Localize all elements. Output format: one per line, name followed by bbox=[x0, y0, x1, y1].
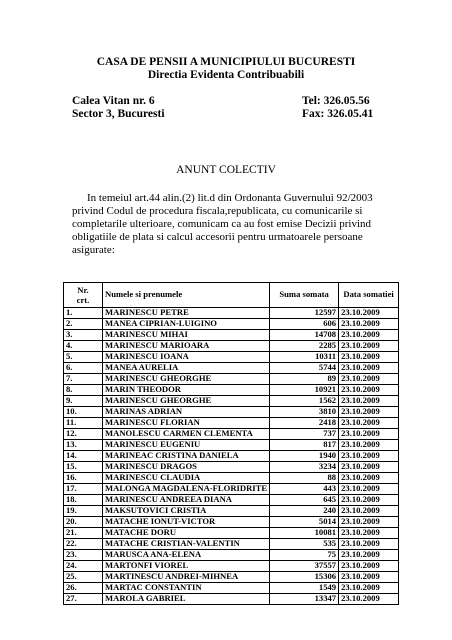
row-name: MANOLESCU CARMEN CLEMENTA bbox=[103, 429, 270, 440]
row-number: 13. bbox=[64, 440, 103, 451]
row-name: MARINEAC CRISTINA DANIELA bbox=[103, 451, 270, 462]
address-line-1: Calea Vitan nr. 6 bbox=[72, 95, 155, 107]
row-name: MARINESCU CLAUDIA bbox=[103, 473, 270, 484]
row-name: MARINAS ADRIAN bbox=[103, 407, 270, 418]
row-date: 23.10.2009 bbox=[339, 572, 399, 583]
table-header-row bbox=[64, 283, 399, 308]
row-name: MARINESCU FLORIAN bbox=[103, 418, 270, 429]
row-date: 23.10.2009 bbox=[339, 352, 399, 363]
header-date: Data somatiei bbox=[339, 283, 399, 308]
row-number: 25. bbox=[64, 572, 103, 583]
row-name: MARUSCA ANA-ELENA bbox=[103, 550, 270, 561]
row-name: MATACHE CRISTIAN-VALENTIN bbox=[103, 539, 270, 550]
row-number: 6. bbox=[64, 363, 103, 374]
row-date: 23.10.2009 bbox=[339, 440, 399, 451]
row-sum: 1562 bbox=[270, 396, 339, 407]
row-name: MAROLA GABRIEL bbox=[103, 594, 270, 605]
row-number: 20. bbox=[64, 517, 103, 528]
row-name: MALONGA MAGDALENA-FLORIDRITE bbox=[103, 484, 270, 495]
row-date: 23.10.2009 bbox=[339, 583, 399, 594]
row-number: 4. bbox=[64, 341, 103, 352]
row-date: 23.10.2009 bbox=[339, 429, 399, 440]
row-number: 19. bbox=[64, 506, 103, 517]
row-number: 2. bbox=[64, 319, 103, 330]
paragraph-line: completarile ulterioare, comunicam ca au fost emise Decizii privind bbox=[72, 218, 372, 230]
header-name: Numele si prenumele bbox=[103, 283, 270, 308]
row-sum: 14708 bbox=[270, 330, 339, 341]
table-row bbox=[64, 561, 399, 572]
table-row bbox=[64, 517, 399, 528]
row-date: 23.10.2009 bbox=[339, 539, 399, 550]
legal-paragraph bbox=[72, 192, 402, 257]
table-row bbox=[64, 594, 399, 605]
row-name: MATACHE IONUT-VICTOR bbox=[103, 517, 270, 528]
row-sum: 12597 bbox=[270, 308, 339, 319]
row-number: 1. bbox=[64, 308, 103, 319]
table-row bbox=[64, 407, 399, 418]
row-number: 5. bbox=[64, 352, 103, 363]
table-row bbox=[64, 473, 399, 484]
row-name: MARINESCU DRAGOS bbox=[103, 462, 270, 473]
row-date: 23.10.2009 bbox=[339, 517, 399, 528]
row-sum: 606 bbox=[270, 319, 339, 330]
row-sum: 443 bbox=[270, 484, 339, 495]
paragraph-line: asigurate: bbox=[72, 244, 115, 256]
table-row bbox=[64, 308, 399, 319]
row-date: 23.10.2009 bbox=[339, 484, 399, 495]
table-row bbox=[64, 539, 399, 550]
row-name: MARINESCU MIHAI bbox=[103, 330, 270, 341]
row-number: 14. bbox=[64, 451, 103, 462]
row-date: 23.10.2009 bbox=[339, 308, 399, 319]
table-body bbox=[64, 308, 399, 605]
row-date: 23.10.2009 bbox=[339, 451, 399, 462]
row-date: 23.10.2009 bbox=[339, 473, 399, 484]
row-number: 18. bbox=[64, 495, 103, 506]
table-row bbox=[64, 440, 399, 451]
row-sum: 10311 bbox=[270, 352, 339, 363]
table-row bbox=[64, 374, 399, 385]
row-number: 15. bbox=[64, 462, 103, 473]
header-nr-line2: crt. bbox=[76, 295, 90, 305]
row-number: 23. bbox=[64, 550, 103, 561]
fax: Fax: 326.05.41 bbox=[302, 108, 374, 120]
row-name: MAKSUTOVICI CRISTIA bbox=[103, 506, 270, 517]
table-row bbox=[64, 352, 399, 363]
table-row bbox=[64, 572, 399, 583]
telephone: Tel: 326.05.56 bbox=[302, 95, 370, 107]
table-row bbox=[64, 495, 399, 506]
row-date: 23.10.2009 bbox=[339, 407, 399, 418]
row-number: 21. bbox=[64, 528, 103, 539]
header-nr bbox=[64, 283, 103, 308]
address-line-2: Sector 3, Bucuresti bbox=[72, 108, 165, 120]
row-sum: 5744 bbox=[270, 363, 339, 374]
row-date: 23.10.2009 bbox=[339, 506, 399, 517]
row-sum: 645 bbox=[270, 495, 339, 506]
row-date: 23.10.2009 bbox=[339, 396, 399, 407]
table-row bbox=[64, 528, 399, 539]
row-date: 23.10.2009 bbox=[339, 495, 399, 506]
row-date: 23.10.2009 bbox=[339, 462, 399, 473]
row-date: 23.10.2009 bbox=[339, 594, 399, 605]
row-name: MARINESCU ANDREEA DIANA bbox=[103, 495, 270, 506]
row-name: MARINESCU IOANA bbox=[103, 352, 270, 363]
row-date: 23.10.2009 bbox=[339, 319, 399, 330]
org-title: CASA DE PENSII A MUNICIPIULUI BUCURESTI bbox=[96, 56, 356, 68]
row-sum: 5014 bbox=[270, 517, 339, 528]
row-number: 17. bbox=[64, 484, 103, 495]
row-date: 23.10.2009 bbox=[339, 330, 399, 341]
row-sum: 13347 bbox=[270, 594, 339, 605]
row-name: MARINESCU PETRE bbox=[103, 308, 270, 319]
row-number: 22. bbox=[64, 539, 103, 550]
table-row bbox=[64, 462, 399, 473]
announcement-title: ANUNT COLECTIV bbox=[176, 164, 276, 176]
row-name: MARTAC CONSTANTIN bbox=[103, 583, 270, 594]
row-sum: 240 bbox=[270, 506, 339, 517]
row-date: 23.10.2009 bbox=[339, 418, 399, 429]
paragraph-line: privind Codul de procedura fiscala,republicata, cu comunicarile si bbox=[72, 205, 363, 217]
debtors-table bbox=[63, 282, 399, 605]
row-sum: 1940 bbox=[270, 451, 339, 462]
row-number: 3. bbox=[64, 330, 103, 341]
row-sum: 15306 bbox=[270, 572, 339, 583]
row-sum: 535 bbox=[270, 539, 339, 550]
row-number: 24. bbox=[64, 561, 103, 572]
row-sum: 75 bbox=[270, 550, 339, 561]
row-sum: 10081 bbox=[270, 528, 339, 539]
row-sum: 88 bbox=[270, 473, 339, 484]
paragraph-line: In temeiul art.44 alin.(2) lit.d din Ordonanta Guvernului 92/2003 bbox=[87, 192, 373, 204]
row-name: MANEA CIPRIAN-LUIGINO bbox=[103, 319, 270, 330]
row-name: MANEA AURELIA bbox=[103, 363, 270, 374]
row-sum: 37557 bbox=[270, 561, 339, 572]
row-date: 23.10.2009 bbox=[339, 374, 399, 385]
table-row bbox=[64, 506, 399, 517]
table-row bbox=[64, 396, 399, 407]
row-date: 23.10.2009 bbox=[339, 561, 399, 572]
table-row bbox=[64, 418, 399, 429]
paragraph-line: obligatiile de plata si calcul accesorii pentru urmatoarele persoane bbox=[72, 231, 363, 243]
table-row bbox=[64, 363, 399, 374]
row-date: 23.10.2009 bbox=[339, 385, 399, 396]
row-sum: 89 bbox=[270, 374, 339, 385]
dept-title: Directia Evidenta Contribuabili bbox=[147, 69, 305, 81]
row-sum: 3810 bbox=[270, 407, 339, 418]
row-name: MARINESCU EUGENIU bbox=[103, 440, 270, 451]
row-name: MARTONFI VIOREL bbox=[103, 561, 270, 572]
header-nr-line1: Nr. bbox=[77, 285, 89, 295]
row-date: 23.10.2009 bbox=[339, 341, 399, 352]
table-row bbox=[64, 484, 399, 495]
row-date: 23.10.2009 bbox=[339, 363, 399, 374]
row-sum: 2418 bbox=[270, 418, 339, 429]
row-number: 12. bbox=[64, 429, 103, 440]
row-sum: 817 bbox=[270, 440, 339, 451]
row-number: 8. bbox=[64, 385, 103, 396]
row-number: 11. bbox=[64, 418, 103, 429]
table-row bbox=[64, 319, 399, 330]
row-name: MARTINESCU ANDREI-MIHNEA bbox=[103, 572, 270, 583]
row-date: 23.10.2009 bbox=[339, 528, 399, 539]
row-number: 27. bbox=[64, 594, 103, 605]
row-number: 10. bbox=[64, 407, 103, 418]
row-sum: 1549 bbox=[270, 583, 339, 594]
row-number: 16. bbox=[64, 473, 103, 484]
row-sum: 737 bbox=[270, 429, 339, 440]
row-number: 7. bbox=[64, 374, 103, 385]
row-number: 9. bbox=[64, 396, 103, 407]
table-row bbox=[64, 385, 399, 396]
row-name: MATACHE DORU bbox=[103, 528, 270, 539]
header-sum: Suma somata bbox=[270, 283, 339, 308]
table-row bbox=[64, 330, 399, 341]
row-name: MARINESCU GHEORGHE bbox=[103, 374, 270, 385]
table-row bbox=[64, 429, 399, 440]
row-sum: 10921 bbox=[270, 385, 339, 396]
row-sum: 3234 bbox=[270, 462, 339, 473]
table-row bbox=[64, 451, 399, 462]
row-name: MARINESCU GHEORGHE bbox=[103, 396, 270, 407]
row-date: 23.10.2009 bbox=[339, 550, 399, 561]
row-sum: 2285 bbox=[270, 341, 339, 352]
table-row bbox=[64, 341, 399, 352]
table-row bbox=[64, 550, 399, 561]
row-name: MARIN THEODOR bbox=[103, 385, 270, 396]
row-name: MARINESCU MARIOARA bbox=[103, 341, 270, 352]
row-number: 26. bbox=[64, 583, 103, 594]
table-row bbox=[64, 583, 399, 594]
